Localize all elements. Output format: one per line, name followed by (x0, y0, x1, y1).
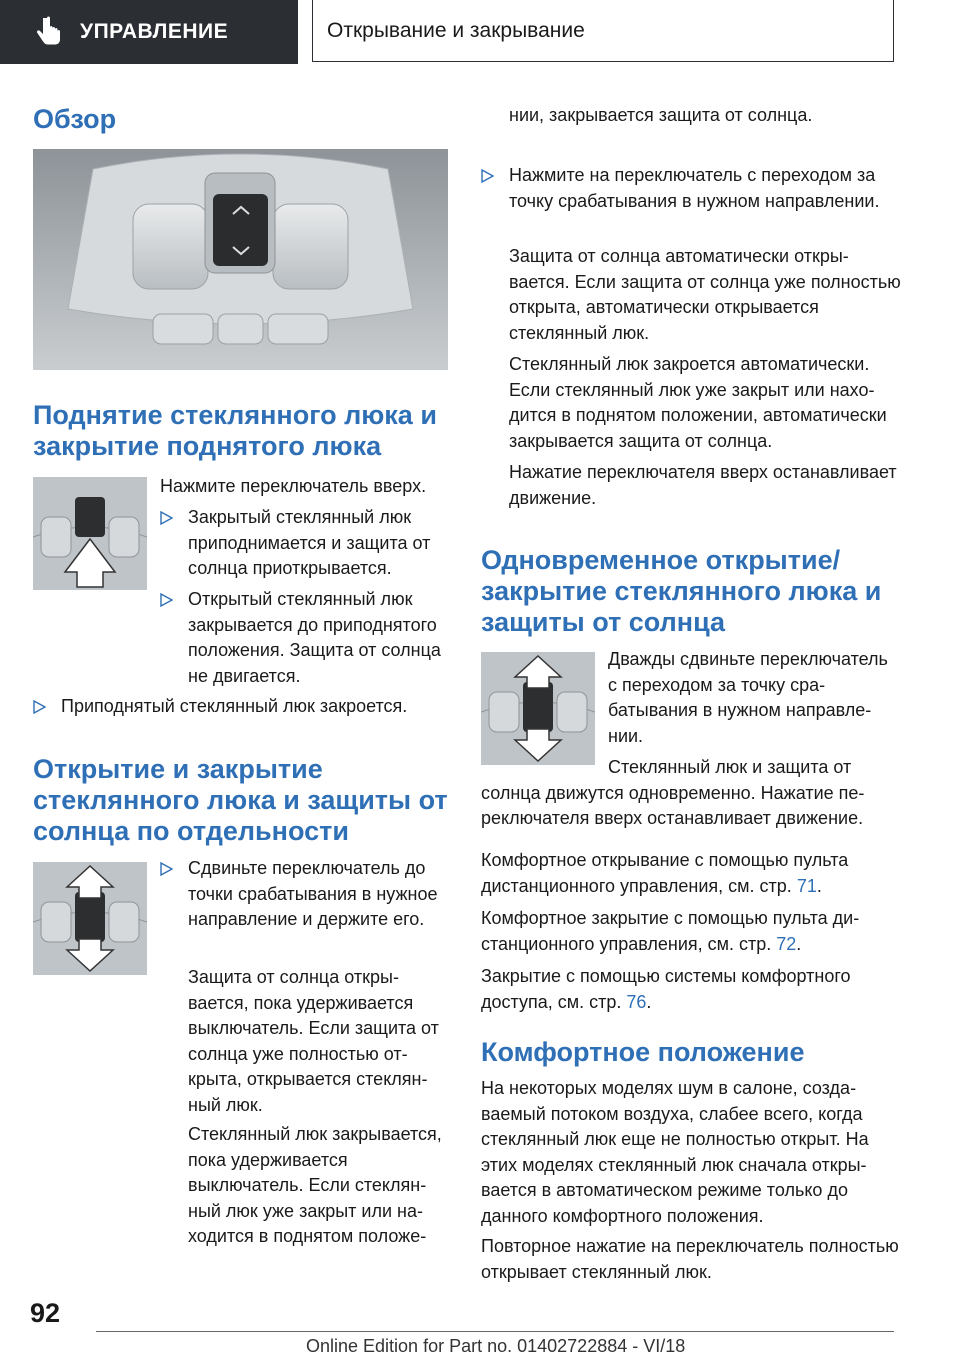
raise-bullet-2: Открытый стеклянный люк закрывается до приподнятого положения. Защита от солнца не двигается. (160, 587, 445, 689)
edition-footer: Online Edition for Part no. 01402722884 - VI/18 (306, 1336, 686, 1356)
comfort-para-2: Повторное нажатие на переключатель полностью открывает стеклянный люк. (481, 1236, 899, 1282)
comfort-close-ref: Комфортное закрытие с помощью пульта дистанционного управления, см. стр. 72. (481, 908, 860, 954)
simul-para-2b: солнца движутся одновременно. Нажатие переключателя вверх останавливает движение. (481, 782, 865, 828)
auto-para-1: Защита от солнца автоматически открывается. Если защита от солнца уже полностью открыта, автоматически открывается стеклянный люк. (509, 246, 901, 343)
triangle-bullet-icon (481, 169, 494, 183)
hand-pointer-icon (30, 14, 66, 50)
page-number: 92 (30, 1298, 61, 1328)
simul-para-1: Дважды сдвиньте переключатель с переходом за точку срабатывания в нужном направлении. (608, 649, 888, 746)
auto-para-3: Нажатие переключателя вверх останавливает движение. (509, 462, 897, 508)
chapter-header (312, 0, 894, 62)
simul-para-2a: Стеклянный люк и защита от (608, 757, 852, 777)
footer-divider (96, 1331, 894, 1332)
heading-overview: Обзор (33, 104, 117, 134)
triangle-bullet-icon (160, 862, 173, 876)
switch-double-image (481, 652, 595, 765)
auto-bullet-1: Нажмите на переключатель с переходом за точку срабатывания в нужном направлении. (481, 163, 901, 214)
triangle-bullet-icon (33, 700, 46, 714)
section-tab (0, 0, 298, 64)
auto-para-2: Стеклянный люк закроется автоматически. Если стеклянный люк уже закрыт или находится в поднятом положении, автоматически закрывается защита от солнца. (509, 354, 887, 451)
separate-para-1: Защита от солнца открывается, пока удерживается выключатель. Если защита от солнца уже полностью открыта, открывается стеклянный люк. (188, 967, 439, 1115)
switch-up-image (33, 477, 147, 590)
separate-bullet-1: Сдвиньте переключатель до точки срабатывания в нужное направление и держите его. (160, 856, 450, 933)
overview-image (33, 149, 448, 370)
triangle-bullet-icon (160, 511, 173, 525)
heading-simultaneous: Одновременное открытие/ закрытие стеклянного люка и защиты от солнца (481, 545, 882, 637)
continued-text: нии, закрывается защита от солнца. (509, 105, 813, 125)
raise-bullet-1: Закрытый стеклянный люк приподнимается и защита от солнца приоткрывается. (160, 505, 445, 582)
separate-para-2: Стеклянный люк закрывается, пока удерживается выключатель. Если стеклянный люк уже закрыт или находится в поднятом положе- (188, 1124, 442, 1246)
page-link-72[interactable]: 72 (776, 933, 797, 954)
comfort-para-1: На некоторых моделях шум в салоне, создаваемый потоком воздуха, слабее всего, когда стеклянный люк еще не полностью открыт. На этих моделях стеклянный люк сначала открывается в автоматическом режиме только до данного комфортного положения. (481, 1078, 869, 1226)
heading-separate: Открытие и закрытие стеклянного люка и защиты от солнца по отдельности (33, 754, 448, 846)
comfort-access-ref: Закрытие с помощью системы комфортного доступа, см. стр. 76. (481, 966, 851, 1012)
switch-updown-image (33, 862, 147, 975)
chapter-title: Открывание и закрывание (327, 18, 585, 42)
raise-bullet-3: Приподнятый стеклянный люк закроется. (33, 694, 453, 720)
heading-comfort-position: Комфортное положение (481, 1037, 805, 1067)
raise-intro: Нажмите переключатель вверх. (160, 476, 427, 496)
heading-raise-close: Поднятие стеклянного люка и закрытие поднятого люка (33, 400, 437, 461)
comfort-open-ref: Комфортное открывание с помощью пульта дистанционного управления, см. стр. 71. (481, 850, 849, 896)
triangle-bullet-icon (160, 593, 173, 607)
page-link-76[interactable]: 76 (626, 991, 647, 1012)
page-link-71[interactable]: 71 (796, 875, 817, 896)
section-title: УПРАВЛЕНИЕ (80, 20, 229, 43)
